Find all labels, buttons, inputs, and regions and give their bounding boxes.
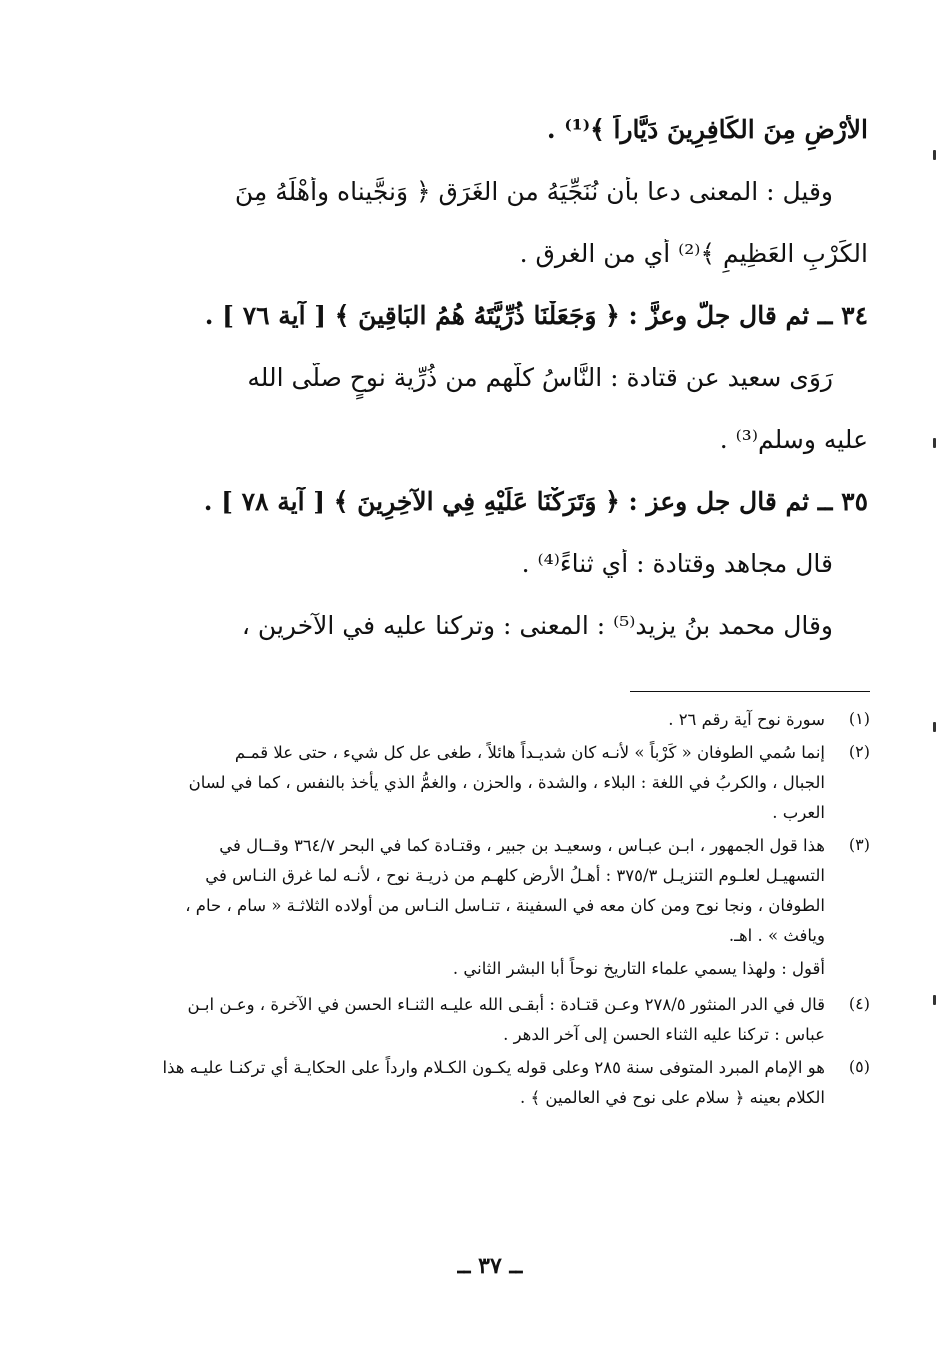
page-number: ــ ٣٧ ــ: [457, 1253, 523, 1279]
footnote-5: [120, 1053, 870, 1113]
footnote-number: (٢): [848, 742, 870, 761]
scan-mark: [933, 995, 936, 1005]
text-line: وقال محمد بنُ يزيد⁽⁵⁾ : المعنى : وتركنا عليه في الآخرين ،: [241, 611, 833, 640]
scan-mark: [933, 438, 936, 448]
footnote-line: عباس : تركنا عليه الثناء الحسن إلى آخر الدهر .: [503, 1025, 825, 1044]
text-line: رَوَى سعيد عن قتادة : النَّاسُ كلُّهم من ذُرِّية نوحٍ صلَّى الله: [247, 363, 833, 392]
text-line: قال مجاهد وقتادة : أي ثناءً⁽⁴⁾ .: [521, 549, 833, 578]
footnote-number: (٣): [848, 835, 870, 854]
footnote-3: [120, 831, 870, 951]
footnote-line: قال في الدر المنثور ٢٧٨/٥ وعـن قتـادة : أبقـى الله عليـه الثنـاء الحسن في الآخرة ، وعـن ابـن: [187, 995, 825, 1014]
footnote-number: (٤): [848, 994, 870, 1013]
main-text: [120, 115, 868, 673]
footnote-line: هو الإمام المبرد المتوفى سنة ٢٨٥ وعلى قوله يكـون الكـلام وارداً على الحكايـة أي تركنـا عليـه هذا: [162, 1058, 825, 1077]
text-line: وقيل : المعنى دعا بأن نُنَجِّيَهُ من الغَرَق ﴿ وَنجَّيناه وأَهْلَهُ مِنَ: [234, 177, 833, 206]
footnote-2: [120, 738, 870, 828]
footnote-line: هذا قول الجمهور ، ابـن عبـاس ، وسعيـد بن جبير ، وقتـادة كما في البحر ٣٦٤/٧ وقــال في: [219, 836, 825, 855]
footnote-separator: [630, 691, 870, 692]
footnote-line: الجبال ، والكربُ في اللغة : البلاء ، والشدة ، والحزن ، والغمُّ الذي يأخذ بالنفس ، كما في لسان: [188, 773, 825, 792]
text-line: عليه وسلم⁽³⁾ .: [719, 425, 868, 454]
scan-mark: [933, 722, 936, 732]
footnote-number: (٥): [848, 1057, 870, 1076]
section-heading-35: ٣٥ ــ ثم قال جل وعز : ﴿ وَتَرَكْنَا عَلَيْهِ فِي الآخِرِينَ ﴾ [ آية ٧٨ ] .: [203, 487, 868, 516]
footnote-line: سورة نوح آية رقم ٢٦ .: [668, 710, 825, 729]
footnote-comment: أقول : ولهذا يسمي علماء التاريخ نوحاً أبا البشر الثاني .: [452, 959, 825, 978]
text-line: الأَرْضِ مِنَ الكَافِرِينَ دَيَّاراً ﴾⁽¹⁾ .: [546, 115, 868, 144]
footnote-line: إنما سُمي الطوفان « كَرْباً » لأنـه كان شديـداً هائلاً ، طغى عل كل شيء ، حتى علا قمـم: [234, 743, 825, 762]
footnote-1: [120, 705, 870, 735]
footnote-line: الطوفان ، ونجا نوح ومن كان معه في السفينة ، تنـاسل النـاس من أولاده الثلاثـة « سام ، حام ،: [185, 896, 825, 915]
footnote-line: ويافث » . اهـ.: [728, 926, 825, 945]
text-line: الكَرْبِ العَظِيمِ ﴾⁽²⁾ أي من الغرق .: [519, 239, 868, 268]
scan-mark: [933, 150, 936, 160]
footnote-line: العرب .: [772, 803, 825, 822]
footnotes: [120, 705, 870, 1116]
footnote-4: [120, 990, 870, 1050]
footnote-line: التسهيـل لعلـوم التنزيـل ٣٧٥/٣ : أهـلُ الأرض كلهـم من ذريـة نوح ، لأنـه لما غرق النـاس في: [205, 866, 825, 885]
footnote-line: الكلام بعينه ﴿ سلام على نوح في العالمين ﴾ .: [520, 1088, 825, 1107]
footnote-number: (١): [848, 709, 870, 728]
section-heading-34: ٣٤ ــ ثم قال جلَّ وعزَّ : ﴿ وَجَعَلْنَا ذُرِّيَّتَهُ هُمُ البَاقِينَ ﴾ [ آية ٧٦ ] .: [204, 301, 868, 330]
